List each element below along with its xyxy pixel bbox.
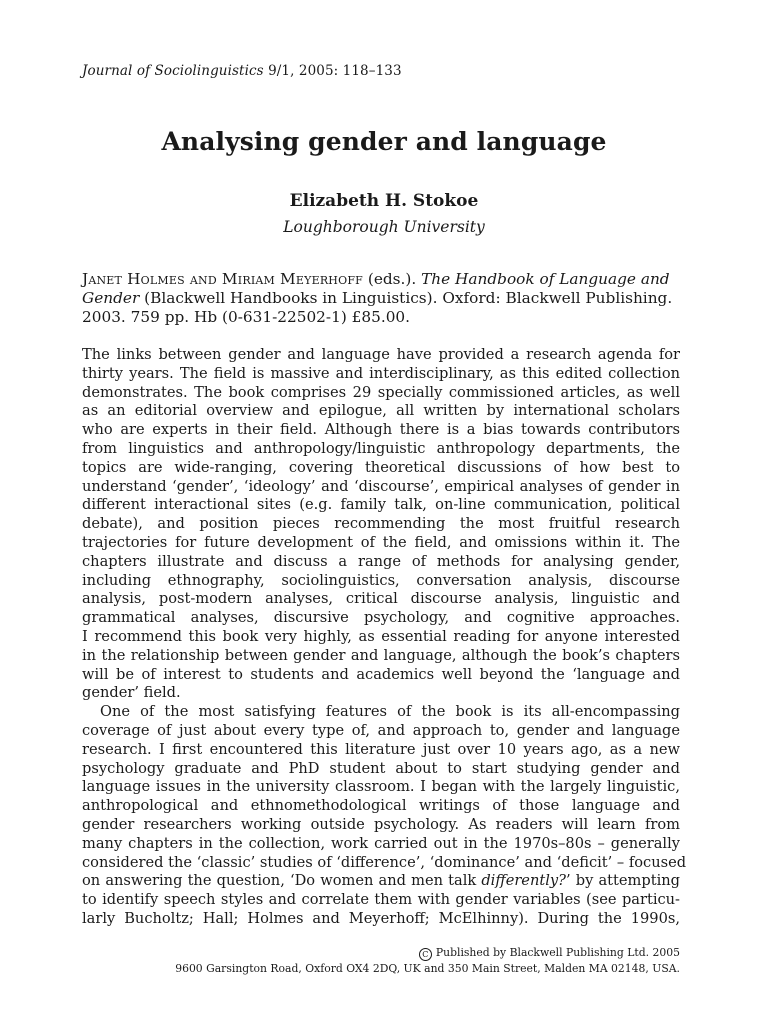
- copyright-line: [419, 946, 680, 961]
- body-line: anthropological and ethnomethodological writings of those language and: [82, 797, 680, 815]
- body-line: The links between gender and language have provided a research agenda for: [82, 346, 680, 363]
- reference-series: (Blackwell Handbooks in Linguistics). Oxford: Blackwell Publishing.: [139, 288, 673, 307]
- publisher-address: 9600 Garsington Road, Oxford OX4 2DQ, UK and 350 Main Street, Malden MA 02148, USA.: [175, 962, 680, 975]
- publisher-text: Published by Blackwell Publishing Ltd. 2005: [435, 946, 680, 959]
- body-line: who are experts in their field. Although there is a bias towards contributors: [82, 421, 680, 439]
- author-name: Elizabeth H. Stokoe: [289, 191, 479, 211]
- body-line: analysis, post-modern analyses, critical discourse analysis, linguistic and: [82, 590, 680, 608]
- body-line-part: ’ by attempting: [565, 872, 680, 890]
- body-line: chapters illustrate and discuss a range of methods for analysing gender,: [82, 552, 680, 570]
- body-line: debate), and position pieces recommending the most fruitful research: [82, 515, 680, 533]
- body-line: larly Bucholtz; Hall; Holmes and Meyerhoff; McElhinny). During the 1990s,: [82, 909, 680, 927]
- book-reference: [82, 270, 680, 326]
- body-line: grammatical analyses, discursive psychology, and cognitive approaches.: [82, 609, 680, 627]
- author-affiliation: Loughborough University: [283, 218, 485, 236]
- body-line: language issues in the university classroom. I began with the largely linguistic,: [82, 778, 680, 796]
- body-line-part: on answering the question, ‘Do women and men talk: [82, 872, 482, 890]
- body-line: coverage of just about every type of, and approach to, gender and language: [82, 721, 680, 739]
- body-line: thirty years. The field is massive and interdisciplinary, as this edited collection: [82, 364, 680, 382]
- body-line: [82, 872, 680, 891]
- reference-eds: (eds.).: [362, 270, 422, 288]
- body-line: many chapters in the collection, work carried out in the 1970s–80s – generally: [82, 834, 680, 852]
- body-line: including ethnography, sociolinguistics, conversation analysis, discourse: [82, 571, 680, 589]
- body-line: different interactional sites (e.g. family talk, on-line communication, political: [82, 496, 680, 514]
- copyright-icon: C: [419, 948, 432, 961]
- body-line: gender’ field.: [82, 684, 181, 702]
- body-line: topics are wide-ranging, covering theoretical discussions of how best to: [82, 458, 680, 476]
- body-line: One of the most satisfying features of the book is its all-encompassing: [100, 703, 680, 721]
- body-line: demonstrates. The book comprises 29 specially commissioned articles, as well: [82, 383, 680, 401]
- body-line: will be of interest to students and academics well beyond the ‘language and: [82, 665, 680, 683]
- reference-book-title: The Handbook of Language and Gender: [82, 270, 670, 307]
- body-line: in the relationship between gender and language, although the book’s chapters: [82, 646, 680, 664]
- body-line: trajectories for future development of the field, and omissions within it. The: [82, 533, 680, 551]
- body-line: as an editorial overview and epilogue, all written by international scholars: [82, 402, 680, 420]
- body-line: from linguistics and anthropology/linguistic anthropology departments, the: [82, 439, 680, 457]
- body-line: considered the ‘classic’ studies of ‘difference’, ‘dominance’ and ‘deficit’ – focused: [82, 853, 687, 871]
- body-line: understand ‘gender’, ‘ideology’ and ‘discourse’, empirical analyses of gender in: [82, 477, 680, 495]
- body-line: gender researchers working outside psychology. As readers will learn from: [82, 815, 680, 833]
- body-emphasis: differently?: [481, 872, 566, 890]
- body-line: to identify speech styles and correlate them with gender variables (see particu-: [82, 891, 680, 909]
- review-body: [82, 346, 687, 929]
- reference-authors: Janet Holmes and Miriam Meyerhoff: [82, 270, 363, 288]
- body-line: I recommend this book very highly, as essential reading for anyone interested: [82, 627, 680, 645]
- reference-details: 2003. 759 pp. Hb (0-631-22502-1) £85.00.: [82, 307, 411, 326]
- journal-name: Journal of Sociolinguistics: [82, 63, 264, 79]
- article-title: Analysing gender and language: [161, 127, 607, 156]
- body-line: psychology graduate and PhD student about to start studying gender and: [82, 759, 680, 777]
- journal-citation: 9/1, 2005: 118–133: [263, 63, 402, 79]
- journal-header: [82, 63, 402, 79]
- body-line: research. I first encountered this literature just over 10 years ago, as a new: [82, 740, 680, 758]
